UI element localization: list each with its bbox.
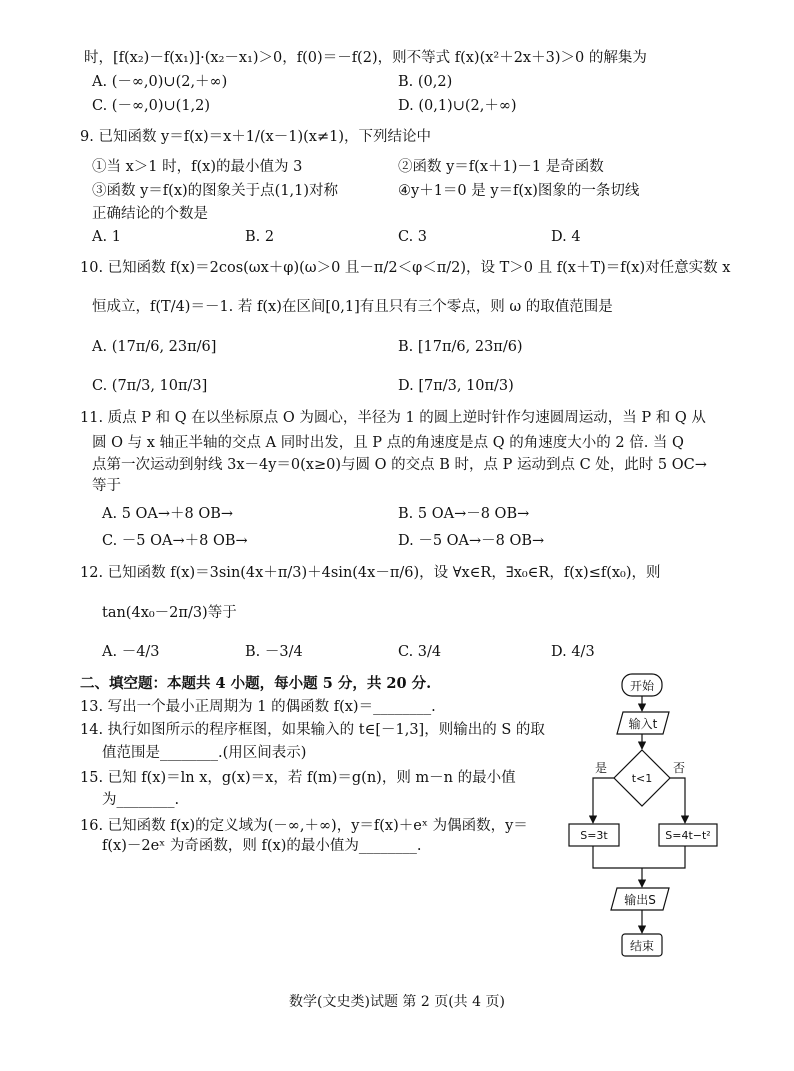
- q10-option-d: D. [7π/3, 10π/3): [398, 378, 514, 394]
- q12-option-c: C. 3/4: [398, 644, 442, 660]
- q9-stem: 9. 已知函数 y＝f(x)＝x＋1/(x－1)(x≠1)，下列结论中: [80, 129, 431, 145]
- q11-option-a: A. 5 OA→＋8 OB→: [102, 506, 234, 522]
- flow-output-label: 输出S: [624, 893, 656, 907]
- flow-start-label: 开始: [629, 679, 655, 693]
- q11-line-2: 圆 O 与 x 轴正半轴的交点 A 同时出发，且 P 点的角速度是点 Q 的角速度大小的 2 倍. 当 Q: [92, 435, 684, 451]
- flow-end-label: 结束: [629, 939, 655, 953]
- q9-statement-3: ③函数 y＝f(x)的图象关于点(1,1)对称: [92, 183, 339, 199]
- q11-option-b: B. 5 OA→－8 OB→: [398, 506, 530, 522]
- flowchart: [565, 668, 735, 968]
- flow-condition-label: t<1: [631, 772, 653, 785]
- section-2-heading: 二、填空题：本题共 4 小题，每小题 5 分，共 20 分.: [80, 675, 432, 692]
- q12-option-b: B. －3/4: [245, 644, 303, 660]
- q8-option-d: D. (0,1)∪(2,＋∞): [398, 98, 517, 114]
- page-footer: 数学(文史类)试题 第 2 页(共 4 页): [289, 994, 505, 1010]
- q12-stem: 12. 已知函数 f(x)＝3sin(4x＋π/3)＋4sin(4x－π/6)，设 ∀x∈R，∃x₀∈R，f(x)≤f(x₀)，则: [80, 565, 661, 581]
- q12-option-d: D. 4/3: [551, 644, 595, 660]
- flow-right-label: S=4t−t²: [665, 829, 711, 842]
- q10-stem: 10. 已知函数 f(x)＝2cos(ωx＋φ)(ω＞0 且－π/2＜φ＜π/2)，设 T＞0 且 f(x＋T)＝f(x)对任意实数 x: [80, 260, 731, 276]
- flow-input-label: 输入t: [628, 717, 658, 731]
- q9-option-c: C. 3: [398, 229, 428, 245]
- q9-option-b: B. 2: [245, 229, 275, 245]
- q10-option-b: B. [17π/6, 23π/6): [398, 339, 523, 355]
- q12-option-a: A. －4/3: [102, 644, 160, 660]
- q9-statement-4: ④y＋1＝0 是 y＝f(x)图象的一条切线: [398, 183, 640, 199]
- q8-option-a: A. (－∞,0)∪(2,＋∞): [92, 74, 228, 90]
- q12-stem-2: tan(4x₀－2π/3)等于: [102, 605, 237, 621]
- q9-option-d: D. 4: [551, 229, 581, 245]
- q11-option-c: C. －5 OA→＋8 OB→: [102, 533, 248, 549]
- q8-option-b: B. (0,2): [398, 74, 453, 90]
- q15-line-1: 15. 已知 f(x)＝ln x，g(x)＝x，若 f(m)＝g(n)，则 m－n 的最小值: [80, 770, 516, 786]
- q10-option-c: C. (7π/3, 10π/3]: [92, 378, 208, 394]
- q11-option-d: D. －5 OA→－8 OB→: [398, 533, 545, 549]
- q13: 13. 写出一个最小正周期为 1 的偶函数 f(x)＝________.: [80, 699, 436, 715]
- q11-line-4: 等于: [92, 478, 121, 494]
- q11-line-3: 点第一次运动到射线 3x－4y＝0(x≥0)与圆 O 的交点 B 时，点 P 运动到点 C 处，此时 5 OC→: [92, 457, 707, 473]
- flow-left-label: S=3t: [580, 829, 608, 842]
- q8-stem: 时，[f(x₂)－f(x₁)]·(x₂－x₁)＞0，f(0)＝－f(2)，则不等式 f(x)(x²＋2x＋3)＞0 的解集为: [84, 50, 647, 66]
- flow-no-label: 否: [672, 761, 686, 775]
- q9-option-a: A. 1: [92, 229, 121, 245]
- q9-statement-2: ②函数 y＝f(x＋1)－1 是奇函数: [398, 159, 604, 175]
- q9-statement-1: ①当 x＞1 时，f(x)的最小值为 3: [92, 159, 303, 175]
- q14-line-1: 14. 执行如图所示的程序框图，如果输入的 t∈[－1,3]，则输出的 S 的取: [80, 722, 545, 738]
- q10-stem-2: 恒成立，f(T/4)＝－1. 若 f(x)在区间[0,1]有且只有三个零点，则 ω 的取值范围是: [92, 299, 613, 315]
- q10-option-a: A. (17π/6, 23π/6]: [92, 339, 217, 355]
- q11-line-1: 11. 质点 P 和 Q 在以坐标原点 O 为圆心，半径为 1 的圆上逆时针作匀速圆周运动，当 P 和 Q 从: [80, 410, 706, 426]
- q8-option-c: C. (－∞,0)∪(1,2): [92, 98, 211, 114]
- q16-line-2: f(x)－2eˣ 为奇函数，则 f(x)的最小值为________.: [102, 838, 422, 854]
- flow-yes-label: 是: [594, 761, 608, 775]
- q14-line-2: 值范围是________.(用区间表示): [102, 745, 307, 761]
- q9-ask: 正确结论的个数是: [92, 206, 208, 222]
- q15-line-2: 为________.: [102, 792, 180, 808]
- q16-line-1: 16. 已知函数 f(x)的定义域为(－∞,＋∞)，y＝f(x)＋eˣ 为偶函数，y＝: [80, 818, 528, 834]
